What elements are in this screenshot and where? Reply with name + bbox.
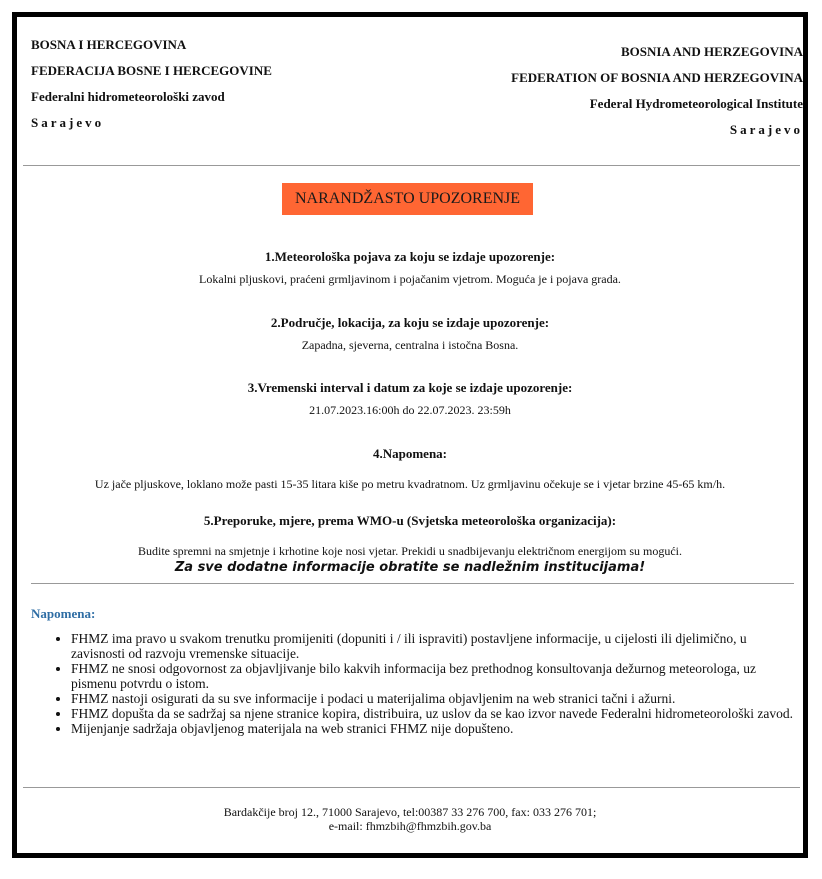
header-left-institute: Federalni hidrometeorološki zavod — [31, 89, 225, 104]
header-right-institute: Federal Hydrometeorological Institute — [589, 96, 803, 111]
footer-address: Bardakčije broj 12., 71000 Sarajevo, tel:00387 33 276 700, fax: 033 276 701; — [223, 805, 597, 819]
napomena-title: Napomena: — [31, 606, 96, 621]
header-left-city: Sarajevo — [31, 115, 105, 130]
header-right-federation: FEDERATION OF BOSNIA AND HERZEGOVINA — [511, 70, 803, 85]
footer-divider — [23, 787, 800, 788]
contact-note: Za sve dodatne informacije obratite se nadležnim institucijama! — [174, 560, 646, 575]
napomena-list — [37, 631, 801, 736]
section-phenomenon — [17, 249, 803, 287]
warning-banner: NARANDŽASTO UPOZORENJE — [282, 183, 533, 215]
section-text: Zapadna, sjeverna, centralna i istočna Bosna. — [301, 338, 519, 352]
list-item: • Mijenjanje sadržaja objavljenog materijala na web stranici FHMZ nije dopušteno. — [71, 721, 801, 736]
list-item: • FHMZ ne snosi odgovornost za objavljivanje bilo kakvih informacija bez prethodnog konsultovanja dežurnog meteorologa, uz pismenu potvrdu o istom. — [71, 661, 801, 691]
header-right-city: Sarajevo — [729, 122, 803, 137]
document-frame — [12, 12, 808, 858]
section-recommendations — [17, 513, 803, 576]
section-text: Budite spremni na smjetnje i krhotine koje nosi vjetar. Prekidi u snadbijevanju električnom energijom su mogući. — [137, 544, 682, 558]
section-text: Uz jače pljuskove, loklano može pasti 15-35 litara kiše po metru kvadratnom. Uz grmljavinu očekuje se i vjetar brzine 45-65 km/h. — [94, 477, 726, 491]
section-heading: 2.Područje, lokacija, za koju se izdaje upozorenje: — [270, 315, 550, 330]
section-heading: 4.Napomena: — [372, 446, 448, 461]
footer — [17, 805, 803, 833]
section-interval — [17, 380, 803, 418]
section-text: 21.07.2023.16:00h do 22.07.2023. 23:59h — [309, 403, 511, 417]
header-left-federation: FEDERACIJA BOSNE I HERCEGOVINE — [31, 63, 272, 78]
header-right-country: BOSNIA AND HERZEGOVINA — [620, 44, 803, 59]
section-heading: 1.Meteorološka pojava za koju se izdaje upozorenje: — [264, 249, 556, 264]
section-heading: 3.Vremenski interval i datum za koje se izdaje upozorenje: — [247, 380, 573, 395]
section-area — [17, 315, 803, 353]
section-heading: 5.Preporuke, mjere, prema WMO-u (Svjetska meteorološka organizacija): — [203, 513, 617, 528]
header-divider — [23, 165, 800, 166]
section-text: Lokalni pljuskovi, praćeni grmljavinom i pojačanim vjetrom. Moguća je i pojava grada. — [199, 272, 621, 286]
list-item: • FHMZ dopušta da se sadržaj sa njene stranice kopira, distribuira, uz uslov da se kao izvor navede Federalni hidrometeorološki zavod. — [71, 706, 801, 721]
header-left — [31, 37, 272, 141]
section-note — [17, 446, 803, 492]
header-left-country: BOSNA I HERCEGOVINA — [31, 37, 187, 52]
sections-divider — [31, 583, 794, 584]
footer-email: e-mail: fhmzbih@fhmzbih.gov.ba — [328, 819, 492, 833]
list-item: • FHMZ ima pravo u svakom trenutku promijeniti (dopuniti i / ili ispraviti) postavljene informacije, u cijelosti ili djelimično, u zavisnosti od razvoju vremenske situacije. — [71, 631, 801, 661]
header-right — [383, 44, 803, 148]
list-item: • FHMZ nastoji osigurati da su sve informacije i podaci u materijalima objavljenim na web stranici tačni i ažurni. — [71, 691, 801, 706]
